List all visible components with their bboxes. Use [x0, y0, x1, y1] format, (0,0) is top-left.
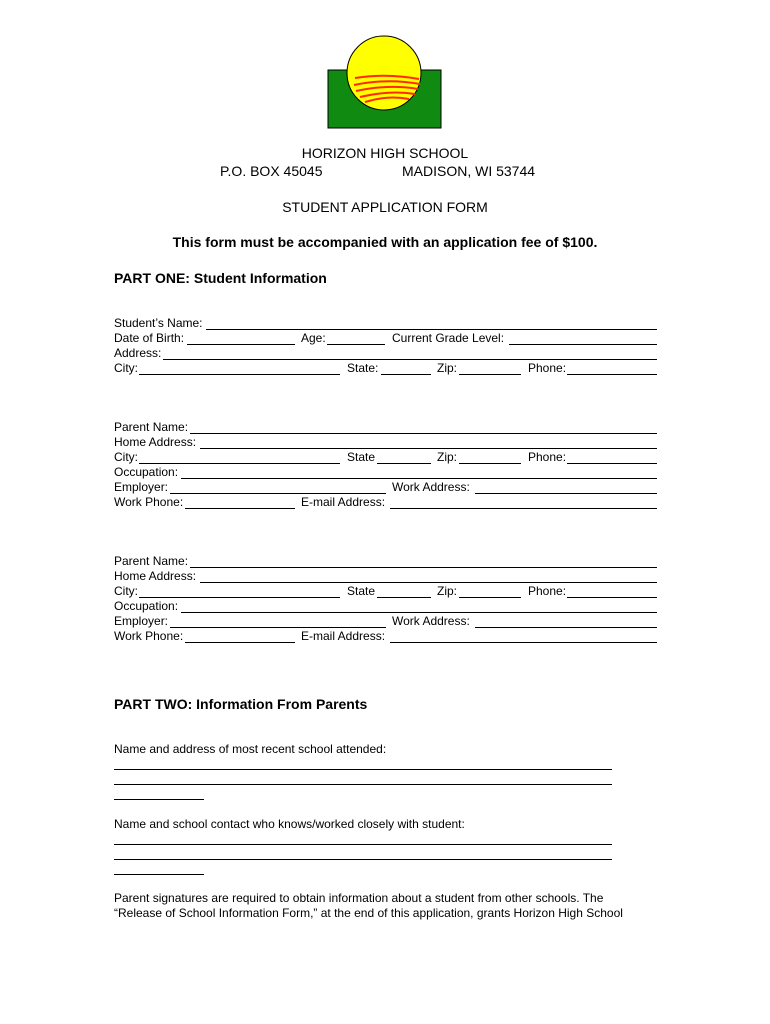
phone-field[interactable] [567, 463, 657, 464]
home-address-label: Home Address: [114, 435, 197, 449]
student-name-field[interactable] [206, 329, 657, 330]
occupation-label: Occupation: [114, 599, 179, 613]
grade-label: Current Grade Level: [392, 331, 505, 345]
home-address-label: Home Address: [114, 569, 197, 583]
employer-label: Employer: [114, 480, 169, 494]
work-phone-label: Work Phone: [114, 629, 184, 643]
fee-notice: This form must be accompanied with an application fee of $100. [172, 234, 598, 250]
school-contact-answer-line[interactable] [114, 874, 204, 875]
email-label: E-mail Address: [301, 629, 386, 643]
recent-school-answer-line[interactable] [114, 784, 612, 785]
school-contact-answer-line[interactable] [114, 844, 612, 845]
part-two-heading: PART TWO: Information From Parents [114, 696, 368, 712]
city-label: City: [114, 584, 138, 598]
recent-school-answer-line[interactable] [114, 769, 612, 770]
email-label: E-mail Address: [301, 495, 386, 509]
city-field[interactable] [139, 463, 340, 464]
phone-label: Phone: [528, 361, 567, 375]
age-label: Age: [301, 331, 326, 345]
school-city: MADISON, WI 53744 [402, 163, 536, 179]
address-label: Address: [114, 346, 162, 360]
state-field[interactable] [377, 463, 431, 464]
zip-field[interactable] [459, 463, 521, 464]
parent-name-label: Parent Name: [114, 420, 189, 434]
sunrise-logo [327, 32, 445, 130]
zip-field[interactable] [459, 597, 521, 598]
signature-note: Parent signatures are required to obtain information about a student from other schools. The “Release of School Information Form,” at the end of this application, grants Horizon High School [114, 891, 623, 920]
employer-field[interactable] [170, 627, 386, 628]
school-name: HORIZON HIGH SCHOOL [301, 145, 469, 161]
work-address-field[interactable] [475, 627, 657, 628]
school-contact-answer-line[interactable] [114, 859, 612, 860]
parent-name-field[interactable] [190, 567, 657, 568]
occupation-field[interactable] [181, 612, 657, 613]
school-contact-question: Name and school contact who knows/worked closely with student: [114, 817, 465, 831]
dob-field[interactable] [187, 344, 295, 345]
employer-field[interactable] [170, 493, 386, 494]
school-po-box: P.O. BOX 45045 [220, 163, 323, 179]
parent-name-field[interactable] [190, 433, 657, 434]
city-field[interactable] [139, 597, 340, 598]
work-address-label: Work Address: [392, 480, 470, 494]
occupation-label: Occupation: [114, 465, 179, 479]
zip-field[interactable] [459, 374, 521, 375]
state-label: State [347, 584, 376, 598]
phone-label: Phone: [528, 584, 567, 598]
recent-school-question: Name and address of most recent school attended: [114, 742, 387, 756]
email-field[interactable] [390, 508, 657, 509]
zip-label: Zip: [437, 450, 458, 464]
state-label: State: [347, 361, 379, 375]
city-field[interactable] [139, 374, 340, 375]
home-address-field[interactable] [200, 448, 657, 449]
work-address-field[interactable] [475, 493, 657, 494]
phone-label: Phone: [528, 450, 567, 464]
home-address-field[interactable] [200, 582, 657, 583]
parent-name-label: Parent Name: [114, 554, 189, 568]
state-field[interactable] [381, 374, 431, 375]
address-field[interactable] [163, 359, 657, 360]
student-name-label: Student’s Name: [114, 316, 203, 330]
employer-label: Employer: [114, 614, 169, 628]
age-field[interactable] [327, 344, 385, 345]
email-field[interactable] [390, 642, 657, 643]
state-field[interactable] [377, 597, 431, 598]
phone-field[interactable] [567, 597, 657, 598]
dob-label: Date of Birth: [114, 331, 185, 345]
city-label: City: [114, 450, 138, 464]
zip-label: Zip: [437, 584, 458, 598]
work-phone-field[interactable] [185, 508, 295, 509]
occupation-field[interactable] [181, 478, 657, 479]
work-address-label: Work Address: [392, 614, 470, 628]
part-one-heading: PART ONE: Student Information [114, 270, 327, 286]
form-title: STUDENT APPLICATION FORM [282, 199, 488, 215]
zip-label: Zip: [437, 361, 458, 375]
work-phone-label: Work Phone: [114, 495, 184, 509]
city-label: City: [114, 361, 138, 375]
work-phone-field[interactable] [185, 642, 295, 643]
phone-field[interactable] [567, 374, 657, 375]
recent-school-answer-line[interactable] [114, 799, 204, 800]
state-label: State [347, 450, 376, 464]
grade-field[interactable] [509, 344, 657, 345]
